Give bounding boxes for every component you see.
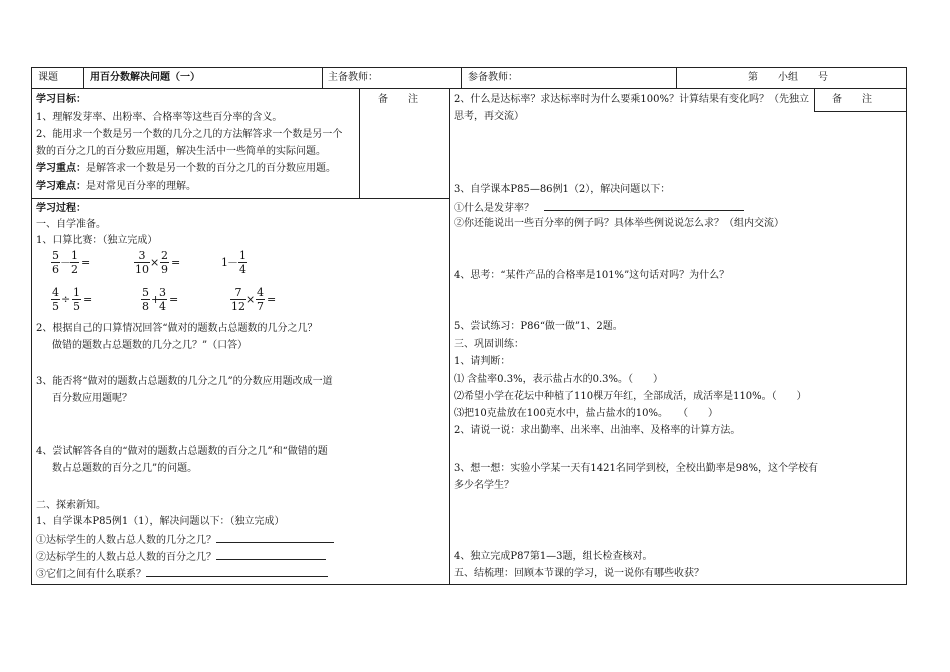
equals-sign: = [169, 293, 179, 306]
fraction-7-12 [230, 286, 246, 313]
fraction-4-5 [51, 286, 60, 313]
goal-item-1: 1、理解发芽率、出粉率、合格率等这些百分率的含义。 [36, 112, 283, 123]
denominator: 9 [161, 263, 168, 276]
question-4-line-1: 4、尝试解答各自的“做对的题数占总题数的百分之几”和“做错的题 [36, 446, 328, 457]
minus-operator: － [227, 256, 238, 269]
judge-item-3: ⑶把10克盐放在100克水中，盐占盐水的10%。 （ ） [454, 408, 719, 419]
numerator: 7 [230, 286, 246, 300]
minus-operator: － [60, 256, 71, 269]
numerator: 1 [239, 249, 246, 262]
think-question-line-1: 3、想一想：实验小学某一天有1421名同学到校，全校出勤率是98%，这个学校有 [454, 463, 819, 474]
notes-label-right: 备 注 [832, 94, 872, 105]
process-heading: 学习过程： [36, 203, 86, 214]
denominator: 4 [239, 263, 246, 276]
right-question-4: 4、思考：“某件产品的合格率是101%”这句话对吗？为什么？ [454, 270, 730, 281]
goal-item-2-line-2: 数的百分之几的百分数应用题，解决生活中一些简单的实际问题。 [36, 146, 326, 157]
review-summary: 五、结梳理：回顾本节课的学习，说一说你有哪些收获？ [454, 568, 704, 579]
think-question-line-2: 多少名学生？ [454, 480, 514, 491]
numerator: 4 [257, 286, 264, 299]
divider-right-notes [814, 88, 815, 111]
independent-practice: 4、独立完成P87第1—3题，组长检查核对。 [454, 551, 653, 562]
question-2-line-2: 做错的题数占总题数的几分之几？”（口答） [52, 340, 248, 351]
equals-sign: = [171, 256, 181, 269]
explore-question-b-text: ②达标学生的人数占总人数的百分之几？ [36, 552, 216, 563]
denominator: 6 [52, 263, 59, 276]
answer-blank[interactable] [544, 200, 744, 211]
numerator: 1 [71, 249, 78, 262]
section-consolidation: 三、巩固训练： [454, 339, 524, 350]
difficulty-label: 学习难点： [36, 181, 86, 192]
explore-question-c-text: ③它们之间有什么联系？ [36, 569, 146, 580]
equals-sign: = [81, 256, 91, 269]
numerator: 5 [52, 249, 59, 262]
goals-heading: 学习目标： [36, 94, 86, 105]
times-operator: × [150, 256, 160, 269]
key-point [36, 162, 336, 176]
question-4-line-2: 数占总题数的百分之几”的问题。 [52, 463, 198, 474]
goal-item-2-line-1: 2、能用求一个数是另一个数的几分之几的方法解答求一个数是另一个 [36, 129, 343, 140]
notes-label-left: 备 注 [378, 94, 418, 105]
divider-co-teacher [676, 67, 677, 88]
fraction-1-5 [72, 286, 81, 313]
question-3-line-1: 3、能否将“做对的题数占总题数的几分之几”的分数应用题改成一道 [36, 376, 333, 387]
course-label: 课题 [38, 72, 58, 83]
question-2-line-1: 2、根据自己的口算情况回答“做对的题数占总题数的几分之几？ [36, 323, 318, 334]
explore-question-a [36, 532, 334, 548]
divider-main-teacher [461, 67, 462, 88]
answer-blank[interactable] [216, 549, 326, 560]
judge-item-1: ⑴ 含盐率0.3%，表示盐占水的0.3%。（ ） [454, 374, 663, 385]
explore-question-a-text: ①达标学生的人数占总人数的几分之几？ [36, 535, 216, 546]
denominator: 7 [257, 300, 264, 313]
equals-sign: = [83, 293, 93, 306]
group-number-label: 第 小组 号 [748, 72, 828, 83]
divider-left-notes [359, 88, 360, 198]
fraction-4-7 [256, 286, 265, 313]
numerator: 2 [161, 249, 168, 262]
main-teacher-label: 主备教师： [328, 72, 378, 83]
numerator: 3 [134, 249, 150, 263]
say-question: 2、请说一说：求出勤率、出米率、出油率、及格率的计算方法。 [454, 425, 741, 436]
denominator: 12 [231, 300, 245, 313]
divider-course [83, 67, 84, 88]
right-notes-line [814, 111, 907, 112]
explore-question-b [36, 549, 326, 565]
judge-item-2: ⑵希望小学在花坛中种植了110棵万年红，全部成活，成活率是110%。（ ） [454, 391, 807, 402]
plus-operator: + [151, 293, 161, 306]
judge-heading: 1、请判断： [454, 356, 511, 367]
difficulty-text: 是对常见百分率的理解。 [86, 181, 196, 192]
fraction-5-8 [141, 286, 150, 313]
numerator: 4 [52, 286, 59, 299]
denominator: 5 [73, 300, 80, 313]
explore-question-c [36, 566, 328, 582]
right-question-5: 5、尝试练习：P86“做一做”1、2题。 [454, 321, 623, 332]
section-explore: 二、探索新知。 [36, 500, 106, 511]
right-question-3b: ②你还能说出一些百分率的例子吗？具体举些例说说怎么求？（组内交流） [454, 218, 784, 229]
explore-item-1: 1、自学课本P85例1（1），解决问题以下：（独立完成） [36, 516, 285, 527]
times-operator: × [246, 293, 256, 306]
numerator: 5 [142, 286, 149, 299]
denominator: 5 [52, 300, 59, 313]
right-question-3: 3、自学课本P85—86例1（2），解决问题以下： [454, 184, 671, 195]
fraction-2-9 [160, 249, 169, 276]
oral-calc-heading: 1、口算比赛：（独立完成） [36, 235, 158, 246]
fraction-5-6 [51, 249, 60, 276]
right-question-2-line-2: 思考，再交流） [454, 111, 524, 122]
divider-center [449, 88, 450, 585]
difficulty [36, 180, 196, 194]
equals-sign: = [267, 293, 277, 306]
denominator: 2 [71, 263, 78, 276]
right-question-3a [454, 200, 744, 216]
divide-operator: ÷ [61, 293, 71, 306]
header-row-divider [31, 88, 907, 89]
divider-title [322, 67, 323, 88]
right-question-2-line-1: 2、什么是达标率？求达标率时为什么要乘100%？计算结果有变化吗？（先独立 [454, 94, 809, 105]
whole-number-1: 1 [221, 256, 228, 269]
section-prep: 一、自学准备。 [36, 219, 106, 230]
answer-blank[interactable] [216, 532, 334, 543]
denominator: 10 [135, 263, 149, 276]
denominator: 8 [142, 300, 149, 313]
goals-bottom-line [31, 198, 449, 199]
fraction-3-4 [158, 286, 167, 313]
fraction-1-2 [70, 249, 79, 276]
lesson-title: 用百分数解决问题（一） [90, 72, 200, 83]
key-point-text: 是解答求一个数是另一个数的百分之几的百分数应用题。 [86, 163, 336, 174]
key-point-label: 学习重点： [36, 163, 86, 174]
numerator: 1 [73, 286, 80, 299]
fraction-1-4 [238, 249, 247, 276]
answer-blank[interactable] [146, 566, 328, 577]
fraction-3-10 [134, 249, 150, 276]
question-3-line-2: 百分数应用题呢？ [52, 393, 132, 404]
numerator: 3 [159, 286, 166, 299]
denominator: 4 [159, 300, 166, 313]
right-question-3a-text: ①什么是发芽率？ [454, 203, 534, 214]
co-teacher-label: 参备教师： [468, 72, 518, 83]
